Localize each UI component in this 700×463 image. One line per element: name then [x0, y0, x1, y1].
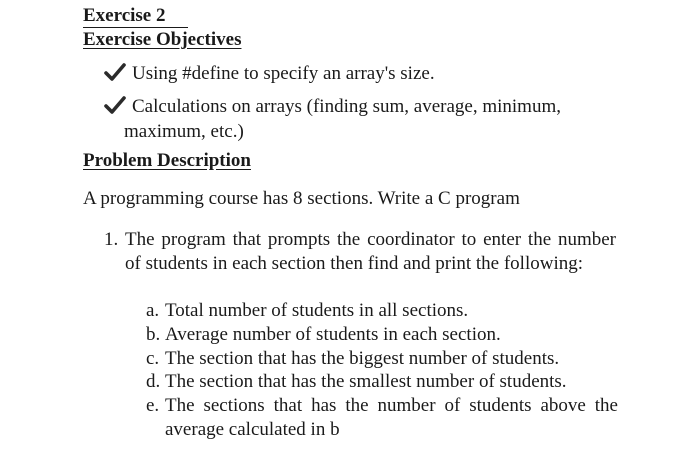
objective-text: Calculations on arrays (finding sum, average, minimum,	[132, 96, 561, 117]
subitem-text: The sections that has the number of students above the average calculated in b	[165, 395, 618, 440]
task-subitem-b	[146, 323, 618, 347]
exercise-title: Exercise 2	[83, 5, 188, 28]
task-subitem-e	[146, 394, 618, 442]
subitem-text: The section that has the biggest number of students.	[165, 347, 560, 369]
task-subitem-list	[146, 299, 618, 442]
subitem-letter: a.	[146, 300, 160, 321]
task-subitem-d	[146, 370, 618, 394]
subitem-letter: d.	[146, 371, 161, 393]
objective-text: Using #define to specify an array's size.	[132, 63, 435, 84]
task-subitem-a	[146, 299, 618, 323]
task-subitem-c	[146, 347, 618, 371]
task-text: The program that prompts the coordinator to enter the number of students in each section then find and print the following:	[125, 229, 616, 274]
task-item-1	[104, 228, 616, 276]
checkmark-icon	[104, 96, 126, 114]
subitem-letter: c.	[146, 347, 160, 369]
subitem-letter: b.	[146, 323, 161, 345]
objectives-heading: Exercise Objectives	[83, 29, 242, 50]
subitem-text: Average number of students in each section.	[165, 323, 501, 345]
subitem-letter: e.	[146, 395, 160, 417]
objective-item-1	[104, 61, 644, 86]
subitem-text: Total number of students in all sections.	[165, 300, 469, 321]
objective-text-continuation: maximum, etc.)	[124, 121, 244, 142]
problem-intro: A programming course has 8 sections. Write a C program	[83, 188, 520, 209]
checkmark-icon	[104, 63, 126, 81]
task-number: 1.	[104, 229, 119, 250]
problem-description-heading: Problem Description	[83, 150, 251, 171]
objective-item-2	[104, 94, 644, 144]
subitem-text: The section that has the smallest number of students.	[165, 371, 567, 393]
